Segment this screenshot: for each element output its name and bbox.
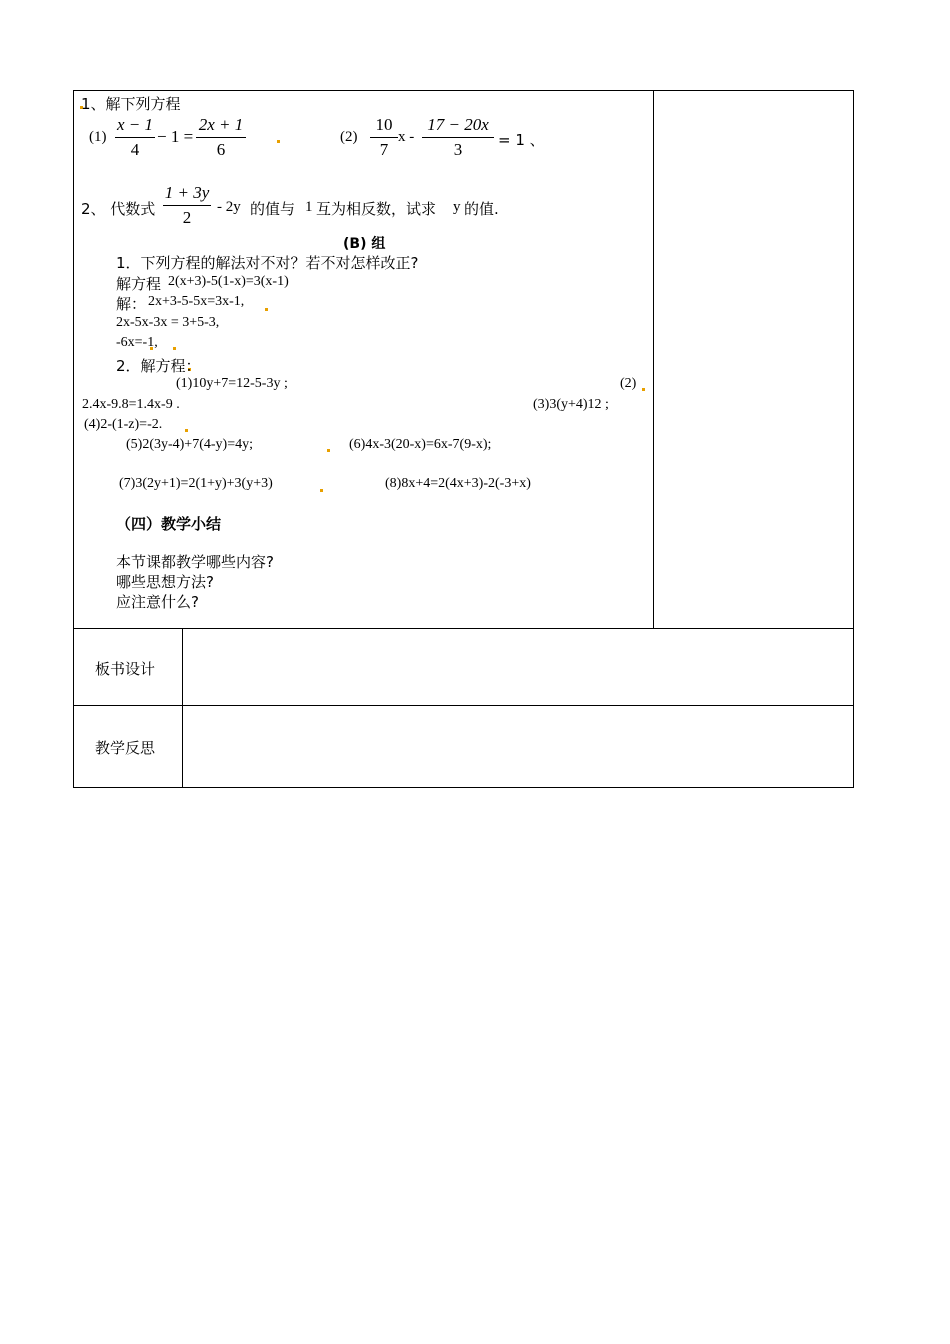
b2-equation-4: (4)2-(1-z)=-2. <box>84 417 163 432</box>
q2-suffix-e: y <box>453 199 461 215</box>
group-b-title: (B) 组 <box>343 236 386 252</box>
fraction-denominator: 3 <box>453 140 463 159</box>
q1-part1-middle: − 1 = <box>157 127 194 146</box>
fraction-bar <box>196 137 246 138</box>
b2-equation-2: 2.4x-9.8=1.4x-9 . <box>82 397 180 412</box>
row-divider-1 <box>73 628 854 629</box>
q2-suffix-a: - 2y <box>217 199 241 215</box>
b2-equation-6: (6)4x-3(20-x)=6x-7(9-x); <box>349 437 492 452</box>
b2-equation-5: (5)2(3y-4)+7(4-y)=4y; <box>126 437 253 452</box>
b2-equation-3: (3)3(y+4)12 ; <box>533 397 609 412</box>
b1-solve-label: 解方程 <box>116 275 162 293</box>
fraction-numerator: 2x + 1 <box>198 115 244 134</box>
label-column-divider <box>182 628 183 788</box>
marker-dot <box>277 140 280 143</box>
marker-dot <box>320 489 323 492</box>
q2-suffix-b: 的值与 <box>250 200 296 218</box>
q1-part1-fraction-1 <box>115 115 155 160</box>
fraction-denominator: 2 <box>182 208 192 227</box>
table-bottom-border <box>73 787 854 788</box>
q1-title: 1、解下列方程 <box>81 95 181 113</box>
fraction-numerator: 1 + 3y <box>164 183 210 202</box>
summary-question-3: 应注意什么? <box>116 593 199 611</box>
marker-dot <box>265 308 268 311</box>
marker-dot <box>185 429 188 432</box>
b2-equation-8: (8)8x+4=2(4x+3)-2(-3+x) <box>385 476 531 491</box>
b1-title: 1．下列方程的解法对不对？若不对怎样改正? <box>116 254 419 272</box>
marker-dot <box>642 388 645 391</box>
q2-fraction <box>163 183 211 228</box>
q1-part1-label: (1) <box>89 129 107 145</box>
b1-line2: 2x-5x-3x = 3+5-3, <box>116 315 220 330</box>
q2-suffix-d: 互为相反数，试求 <box>316 200 437 218</box>
summary-title: （四）教学小结 <box>116 515 222 533</box>
b1-line3: -6x=-1, <box>116 335 158 350</box>
fraction-denominator: 6 <box>216 140 226 159</box>
b1-solve-equation: 2(x+3)-5(1-x)=3(x-1) <box>168 274 289 289</box>
fraction-bar <box>163 205 211 206</box>
fraction-numerator: 17 − 20x <box>427 115 489 134</box>
q1-part2-tail: = 1 、 <box>498 131 545 149</box>
row-divider-2 <box>73 705 854 706</box>
b2-title: 2．解方程： <box>116 357 201 375</box>
q1-part2-fraction-2 <box>422 115 494 160</box>
marker-dot <box>327 449 330 452</box>
reflection-label: 教学反思 <box>95 739 156 757</box>
fraction-denominator: 7 <box>379 140 389 159</box>
side-column-divider <box>653 90 654 629</box>
b2-equation-2-label: (2) <box>620 376 637 391</box>
fraction-numerator: x − 1 <box>116 115 154 134</box>
summary-question-2: 哪些思想方法? <box>116 573 214 591</box>
q1-part1-fraction-2 <box>196 115 246 160</box>
fraction-denominator: 4 <box>130 140 140 159</box>
fraction-numerator: 10 <box>375 115 393 134</box>
q2-suffix-c: 1 <box>305 199 313 215</box>
board-design-label: 板书设计 <box>95 660 156 678</box>
table-right-border <box>853 90 854 788</box>
b2-equation-7: (7)3(2y+1)=2(1+y)+3(y+3) <box>119 476 273 491</box>
b1-line1: 2x+3-5-5x=3x-1, <box>148 294 245 309</box>
summary-question-1: 本节课都教学哪些内容? <box>116 553 274 571</box>
q2-prefix: 2、 代数式 <box>81 200 156 218</box>
b1-line1-label: 解： <box>116 295 147 313</box>
fraction-bar <box>422 137 494 138</box>
marker-dot <box>173 347 176 350</box>
q2-suffix-f: 的值. <box>464 200 499 218</box>
fraction-bar <box>370 137 398 138</box>
table-left-border <box>73 90 74 788</box>
q1-part2-label: (2) <box>340 129 358 145</box>
b2-equation-1: (1)10y+7=12-5-3y ; <box>176 376 288 391</box>
q1-part2-fraction-1 <box>370 115 398 160</box>
fraction-bar <box>115 137 155 138</box>
table-top-border <box>73 90 854 91</box>
q1-part2-x-minus: x - <box>398 129 415 145</box>
